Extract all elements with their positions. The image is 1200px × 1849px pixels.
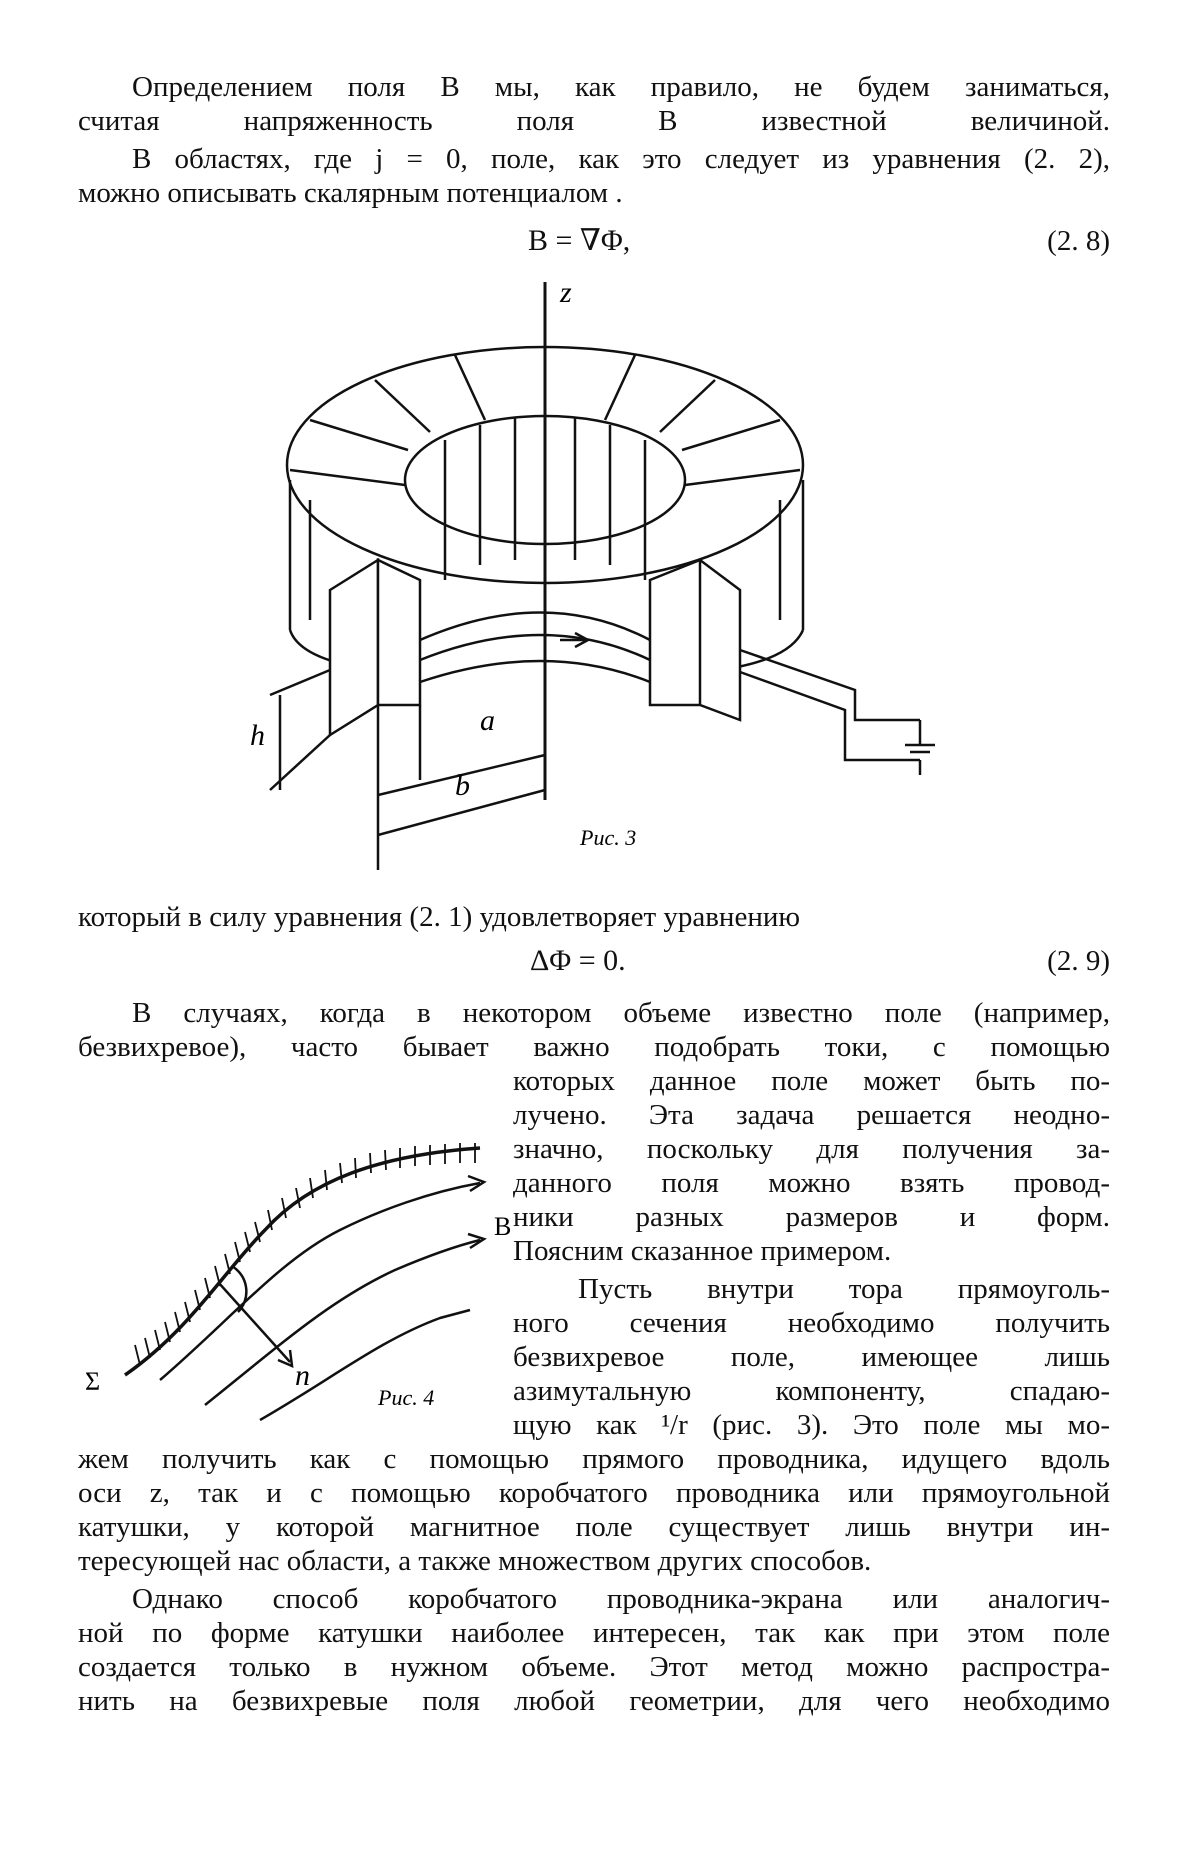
label-a: a <box>480 704 495 737</box>
text-line: безвихревое), часто бывает важно подобрать токи, с помощью <box>78 1031 1110 1063</box>
label-n: n <box>295 1359 310 1392</box>
text-line: щую как ¹/r (рис. 3). Это поле мы мо- <box>513 1409 1110 1441</box>
text-line: оси z, так и с помощью коробчатого проводника или прямоугольной <box>78 1477 1110 1509</box>
text-line: В случаях, когда в некотором объеме известно поле (например, <box>132 997 1110 1029</box>
label-h: h <box>250 719 265 752</box>
text-line: Определением поля B мы, как правило, не будем заниматься, <box>132 71 1110 103</box>
text-line: Пусть внутри тора прямоуголь- <box>578 1273 1110 1305</box>
equation-2-8: B = ∇Φ, <box>528 224 631 257</box>
text-line: значно, поскольку для получения за- <box>513 1133 1110 1165</box>
text-line: которых данное поле может быть по- <box>513 1065 1110 1097</box>
text-line: ной по форме катушки наиболее интересен, так как при этом поле <box>78 1617 1110 1649</box>
text-line: тересующей нас области, а также множеством других способов. <box>78 1545 872 1577</box>
label-sigma: Σ <box>85 1367 101 1396</box>
text-line: катушки, у которой магнитное поле существует лишь внутри ин- <box>78 1511 1110 1543</box>
text-line: можно описывать скалярным потенциалом . <box>78 177 623 209</box>
text-line: считая напряженность поля B известной величиной. <box>78 105 1110 137</box>
text-line: В областях, где j = 0, поле, как это следует из уравнения (2. 2), <box>132 143 1110 175</box>
text-line: данного поля можно взять провод- <box>513 1167 1110 1199</box>
equation-number: (2. 8) <box>1047 225 1110 257</box>
text-line: нить на безвихревые поля любой геометрии, для чего необходимо <box>78 1685 1110 1717</box>
text-line: ники разных размеров и форм. <box>513 1201 1110 1233</box>
label-B: B <box>494 1212 512 1241</box>
text-line: азимутальную компоненту, спадаю- <box>513 1375 1110 1407</box>
text-line: безвихревое поле, имеющее лишь <box>513 1341 1110 1373</box>
text-line: который в силу уравнения (2. 1) удовлетворяет уравнению <box>78 901 801 933</box>
equation-2-9: ΔΦ = 0. <box>530 944 626 977</box>
equation-number: (2. 9) <box>1047 945 1110 977</box>
text-line: лучено. Эта задача решается неодно- <box>513 1099 1110 1131</box>
text-line: ного сечения необходимо получить <box>513 1307 1110 1339</box>
figure-3-caption: Рис. 3 <box>580 825 637 850</box>
text-line: Однако способ коробчатого проводника-экрана или аналогич- <box>132 1583 1110 1615</box>
text-line: Поясним сказанное примером. <box>513 1235 892 1267</box>
text-line: создается только в нужном объеме. Этот метод можно распростра- <box>78 1651 1110 1683</box>
text-line: жем получить как с помощью прямого проводника, идущего вдоль <box>78 1443 1110 1475</box>
figure-4-caption: Рис. 4 <box>378 1385 435 1410</box>
label-z: z <box>560 276 572 309</box>
label-b: b <box>455 769 470 802</box>
